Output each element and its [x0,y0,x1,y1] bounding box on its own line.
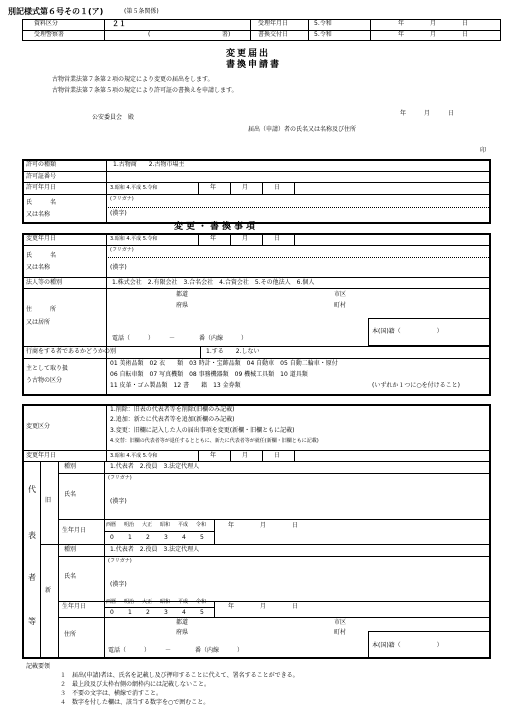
kofu-date-label: 書換交付日 [258,31,289,38]
form-number: 別記様式第６号その１(ア) [8,7,104,16]
title-change-notice: 変更届出 [226,49,271,59]
seal-mark: 印 [480,147,487,154]
shiryo-label: 資料区分 [34,20,59,27]
addressee: 公安委員会 殿 [92,114,135,121]
title-renewal-application: 書換申請書 [226,60,282,70]
application-form-page: 別記様式第６号その１(ア) (第５条関係) 資料区分 ２１ 受理警察署 ( 署) 受理年月日 書換交付日 5.令和 5.令和 年 月 日 年 月 日 変更届出 書換申請書 古物営業法第７条第２項の規定により変更の届出をします。 古物営業法第７条第５項の規定により許可証の書換えを申請します。 年 月 日 公安委員会 殿 届出（申請）者の氏名又は名称及び住所 印 許可の種類 1.古物商 2.古物市場主 許可証番号 許可年月日 3.昭和 4.平成 5.令和 年 月 日 氏 名 又は名称 (フリガナ) (漢字) 変更・書換事項 変更年月日 3.昭和 4.平成 5.令和 年 月 日 氏 名 又は名称 (フリガナ) (漢字) 法人等の種別 1.株式会社 2.有限会社 3.合名会社 4.合資会社 5.その他法人 6.個人 住 所 又は居所 都道 府県 市区 町村 電話（ ） － 番（内線 ） 本(国)籍（ ） 行商をする者であるかどうかの別 1.する 2.しない 主として取り扱 う古物の区分 01 美術品類 02 衣 類 03 時計・宝飾品類 04 自動車 05 自動二輪車・原付 06 自転車類 07 写真機類 08 事務機器類 09 機械工具類 10 道具類 11 皮革・ゴム製品類 12 書 籍 13 金券類 (いずれか１つに○を付けること) 変更区分 1.削除：旧表の代表者等を削除(旧欄のみ記載) 2.追加：新たに代表者等を追加(新欄のみ記載) 3.変更：旧欄に記入した人の届出事項を変更(新欄・旧欄ともに記載) 4.交替：旧欄の代表者等が退任するとともに、新たに代表者等が就任(新欄・旧欄ともに記載) 変更年月日 3.昭和 4.平成 5.令和 年 月 日 代 表 者 等 旧 新 種別 1.代表者 2.役員 3.法定代理人 氏名 (フリガナ) (漢字) 生年月日 西暦 明治 大正 昭和 平成 令和 0 1 2 3 4 5 年 月 日 種別 1.代表者 2.役員 3.法定代理人 氏名 (フリガナ) (漢字) 生年月日 西暦 明治 大正 昭和 平成 令和 0 1 2 3 4 5 年 月 日 住所 都道 府県 市区 町村 電話（ ） － 番（内線 ） 本(国)籍（ ） 記載要領 １ 届出(申請)者は、氏名を記載し及び押印することに代えて、署名することができる。 ２ 最上段及び太枠右側の網枠内には記載しないこと。 ３ 不要の文字は、横線で消すこと。 ４ 数字を付した欄は、該当する数字を○で囲むこと。 [0,0,514,711]
juri-date-label: 受理年月日 [258,20,289,27]
license-kind-options[interactable]: 1.古物商 2.古物市場主 [113,161,185,168]
corp-type-options[interactable]: 1.株式会社 2.有限会社 3.合名会社 4.合資会社 5.その他法人 6.個人 [112,279,315,286]
note-2: ２ 最上段及び太枠右側の網枠内には記載しないこと。 [60,681,211,688]
section-title: 変更・書換事項 [174,222,259,232]
intro-line-2: 古物営業法第７条第５項の規定により許可証の書換えを申請します。 [52,87,238,94]
note-3: ３ 不要の文字は、横線で消すこと。 [60,690,163,697]
note-1: １ 届出(申請)者は、氏名を記載し及び押印することに代えて、署名することができる。 [60,672,299,679]
old-era-heads: 西暦 [106,522,117,528]
applicant-label: 届出（申請）者の氏名又は名称及び住所 [248,126,357,133]
peddling-options[interactable]: 1.する 2.しない [206,348,260,355]
license-section [22,159,491,224]
shiryo-value: ２１ [112,20,126,28]
note-4: ４ 数字を付した欄は、該当する数字を○で囲むこと。 [60,699,210,706]
form-note: (第５条関係) [124,8,159,15]
keisatsu-label: 受理警察署 [34,31,65,38]
submission-date: 年 月 日 [400,110,455,117]
notes-title: 記載要領 [26,663,51,670]
intro-line-1: 古物営業法第７条第２項の規定により変更の届出をします。 [52,76,214,83]
